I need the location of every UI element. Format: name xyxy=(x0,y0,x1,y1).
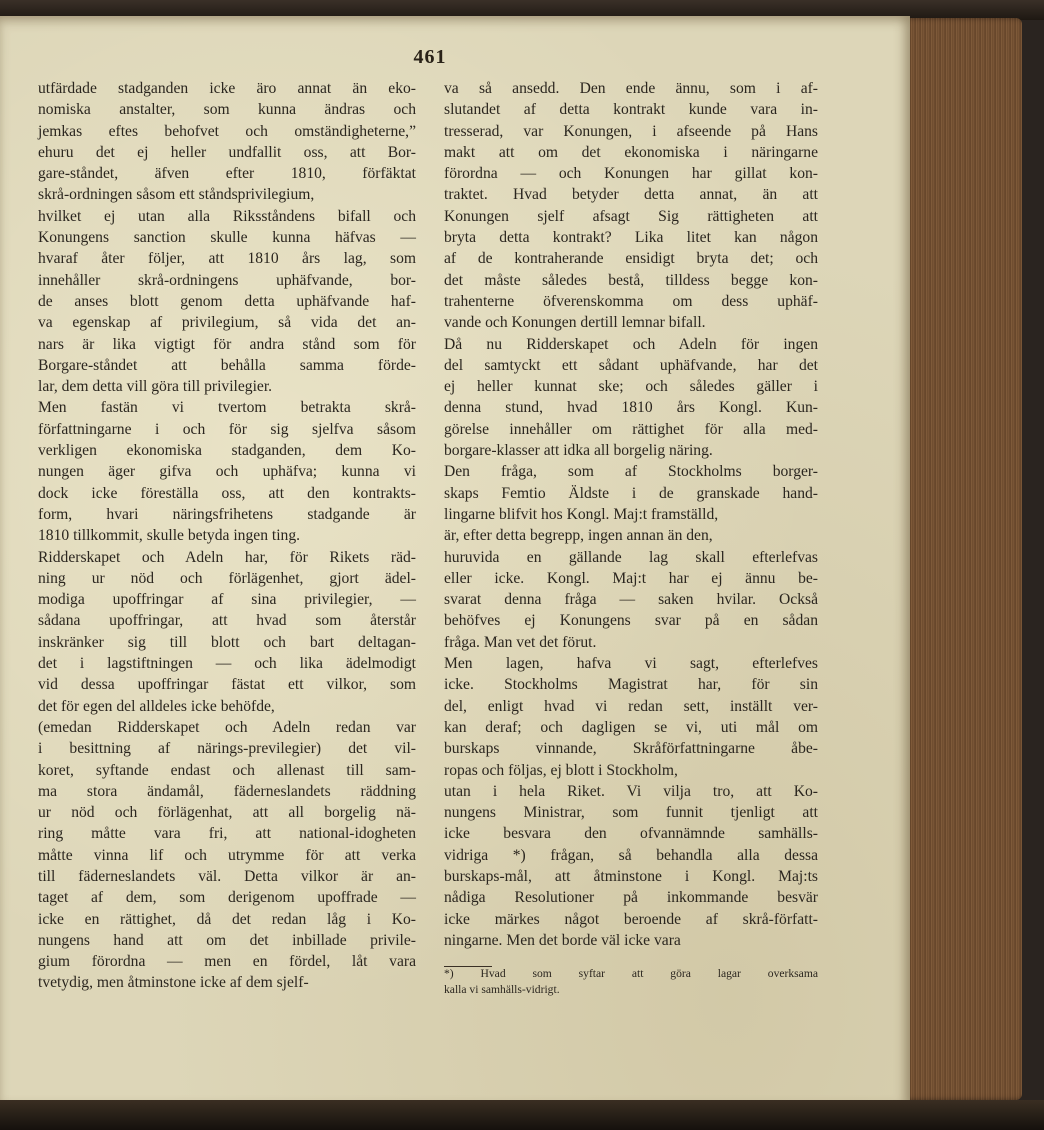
text-line: 1810 tillkommit, skulle betyda ingen ting. xyxy=(38,527,301,545)
text-line: förordna — och Konungen har gillat kon- xyxy=(444,165,818,183)
text-line: makt att om det ekonomiska i näringarne xyxy=(444,143,818,161)
text-line: författningarne i och för sig sjelfva såsom xyxy=(38,420,416,438)
text-line: görelse innehåller om rättighet för alla med- xyxy=(444,420,818,438)
text-line: nungens hand att om det inbillade privile- xyxy=(38,931,416,949)
text-line: Ridderskapet och Adeln har, för Rikets räd- xyxy=(38,548,416,566)
text-line: Men lagen, hafva vi sagt, efterlefves xyxy=(444,655,818,673)
text-line: borgare-klasser att idka all borgelig näring. xyxy=(444,442,713,460)
text-line: gare-ståndet, äfven efter 1810, förfäktat xyxy=(38,165,416,183)
text-line: va så ansedd. Den ende ännu, som i af- xyxy=(444,80,818,97)
text-line: Den fråga, som af Stockholms borger- xyxy=(444,463,818,481)
text-line: fråga. Man vet det förut. xyxy=(444,633,597,651)
text-line: ur nöd och förlägenhat, att all borgelig nä- xyxy=(38,804,416,822)
text-line: traktet. Hvad betyder detta annat, än att xyxy=(444,186,818,204)
text-line: Konungens sanction skulle kunna häfvas — xyxy=(38,229,416,247)
text-line: hvaraf åter följer, att 1810 års lag, som xyxy=(38,250,416,268)
text-line: Borgare-ståndet att behålla samma förde- xyxy=(38,356,416,374)
text-line: ning ur nöd och förlägenhet, gjort ädel- xyxy=(38,569,416,587)
text-line: är, efter detta begrepp, ingen annan än den, xyxy=(444,527,713,545)
text-line: nomiska anstalter, som kunna ändras och xyxy=(38,101,416,119)
bottom-shadow xyxy=(0,1100,1044,1130)
text-line: skrå-ordningen såsom ett ståndsprivilegium, xyxy=(38,186,315,204)
text-line: behöfves ej Konungens svar på en sådan xyxy=(444,612,818,630)
footnote xyxy=(444,966,818,998)
text-line: Men fastän vi tvertom betrakta skrå- xyxy=(38,399,416,417)
text-line: icke. Stockholms Magistrat har, för sin xyxy=(444,676,818,694)
text-line: kan deraf; och dagligen se vi, uti mål om xyxy=(444,718,818,736)
text-line: ring måtte vara fri, att national-idogheten xyxy=(38,825,416,843)
text-line: bryta detta kontrakt? Lika litet kan någon xyxy=(444,229,818,247)
page-number: 461 xyxy=(413,46,447,68)
text-line: ma stora ändamål, fäderneslandets räddning xyxy=(38,782,416,800)
text-line: eller icke. Kongl. Maj:t har ej ännu be- xyxy=(444,569,818,587)
text-line: denna stund, hvad 1810 års Kongl. Kun- xyxy=(444,399,818,417)
text-line: de anses blott genom detta uphäfvande haf- xyxy=(38,292,416,310)
text-line: det i lagstiftningen — och lika ädelmodigt xyxy=(38,655,416,673)
text-line: skaps Femtio Äldste i de granskade hand- xyxy=(444,484,818,502)
text-line: del, enligt hvad vi redan sett, inställt ver- xyxy=(444,697,818,715)
text-line: utfärdade stadganden icke äro annat än eko- xyxy=(38,80,416,97)
text-line: tvetydig, men åtminstone icke af dem sjelf- xyxy=(38,974,309,992)
text-line: verkligen ekonomiska stadganden, dem Ko- xyxy=(38,442,416,460)
book-page-edges xyxy=(902,18,1022,1100)
text-line: jemkas eftes behofvet och omständigheterne,” xyxy=(38,122,416,140)
footnote-line: kalla vi samhälls-vidrigt. xyxy=(444,983,560,996)
text-line: svarat denna fråga — saken hvilar. Också xyxy=(444,591,818,609)
text-line: ehuru det ej heller undfallit oss, att Bor- xyxy=(38,143,416,161)
text-line: Då nu Ridderskapet och Adeln för ingen xyxy=(444,335,818,353)
text-line: (emedan Ridderskapet och Adeln redan var xyxy=(38,718,416,736)
text-line: inskränker sig till blott och bart deltagan- xyxy=(38,633,416,651)
text-line: ej heller kunnat ske; och således gäller i xyxy=(444,378,818,396)
footnote-line: *) Hvad som syftar att göra lagar overksama xyxy=(444,967,818,980)
text-line: modiga upoffringar af sina privilegier, — xyxy=(38,591,416,609)
text-line: Konungen sjelf afsagt Sig rättigheten att xyxy=(444,207,818,225)
text-line: ropas och följas, ej blott i Stockholm, xyxy=(444,761,678,779)
text-line: icke en rättighet, då det redan låg i Ko- xyxy=(38,910,416,928)
text-line: koret, syftande endast och allenast till sam- xyxy=(38,761,416,779)
text-line: dock icke föreställa oss, att den kontrakts- xyxy=(38,484,416,502)
text-line: form, hvari näringsfrihetens stadgande är xyxy=(38,505,416,523)
text-line: nungen äger gifva och uphäfva; kunna vi xyxy=(38,463,416,481)
text-line: vande och Konungen dertill lemnar bifall. xyxy=(444,314,706,332)
text-line: det för egen del alldeles icke behöfde, xyxy=(38,697,275,715)
text-line: va egenskap af privilegium, så vida det an- xyxy=(38,314,416,332)
text-line: det måste således bestå, tilldess begge kon- xyxy=(444,271,818,289)
text-line: trahenterne öfverenskomma om dess uphäf- xyxy=(444,292,818,310)
right-text-column xyxy=(444,78,818,951)
text-line: nungens Ministrar, som funnit tjenligt att xyxy=(444,804,818,822)
left-text-column xyxy=(38,78,416,994)
text-line: lingarne blifvit hos Kongl. Maj:t framställd, xyxy=(444,505,719,523)
text-line: vidriga *) frågan, så behandla alla dessa xyxy=(444,846,818,864)
text-line: icke märkes något beroende af skrå-författ- xyxy=(444,910,818,928)
text-line: hvilket ej utan alla Riksståndens bifall och xyxy=(38,207,416,225)
text-line: huruvida en gällande lag skall efterlefvas xyxy=(444,548,818,566)
text-line: måtte vinna lif och utrymme för att verka xyxy=(38,846,416,864)
text-line: ningarne. Men det borde väl icke vara xyxy=(444,931,681,949)
text-line: taget af dem, som derigenom upoffrade — xyxy=(38,889,416,907)
text-line: gium förordna — men en fördel, låt vara xyxy=(38,953,416,971)
text-line: lar, dem detta vill göra till privilegier. xyxy=(38,378,273,396)
text-line: i besittning af närings-previlegier) det vil- xyxy=(38,740,416,758)
text-line: tresserad, var Konungen, i afseende på Hans xyxy=(444,122,818,140)
text-line: del samtyckt ett sådant uphäfvande, har det xyxy=(444,356,818,374)
text-line: innehåller skrå-ordningens uphäfvande, bor- xyxy=(38,271,416,289)
text-line: vid dessa upoffringar fästat ett vilkor, som xyxy=(38,676,416,694)
text-line: nådiga Resolutioner på inkommande besvär xyxy=(444,889,818,907)
text-line: sådana upoffringar, att hvad som återstår xyxy=(38,612,416,630)
text-line: utan i hela Riket. Vi vilja tro, att Ko- xyxy=(444,782,818,800)
text-line: burskaps-mål, att åtminstone i Kongl. Maj:ts xyxy=(444,867,818,885)
text-line: af de kontraherande ensidigt bryta det; och xyxy=(444,250,818,268)
text-line: nars är lika vigtigt för andra stånd som för xyxy=(38,335,416,353)
text-line: burskaps vinnande, Skråförfattningarne åbe- xyxy=(444,740,818,758)
text-line: icke besvara den ofvannämnde samhälls- xyxy=(444,825,818,843)
text-line: slutandet af detta kontrakt kunde vara in- xyxy=(444,101,818,119)
text-line: till fäderneslandets väl. Detta vilkor är an- xyxy=(38,867,416,885)
